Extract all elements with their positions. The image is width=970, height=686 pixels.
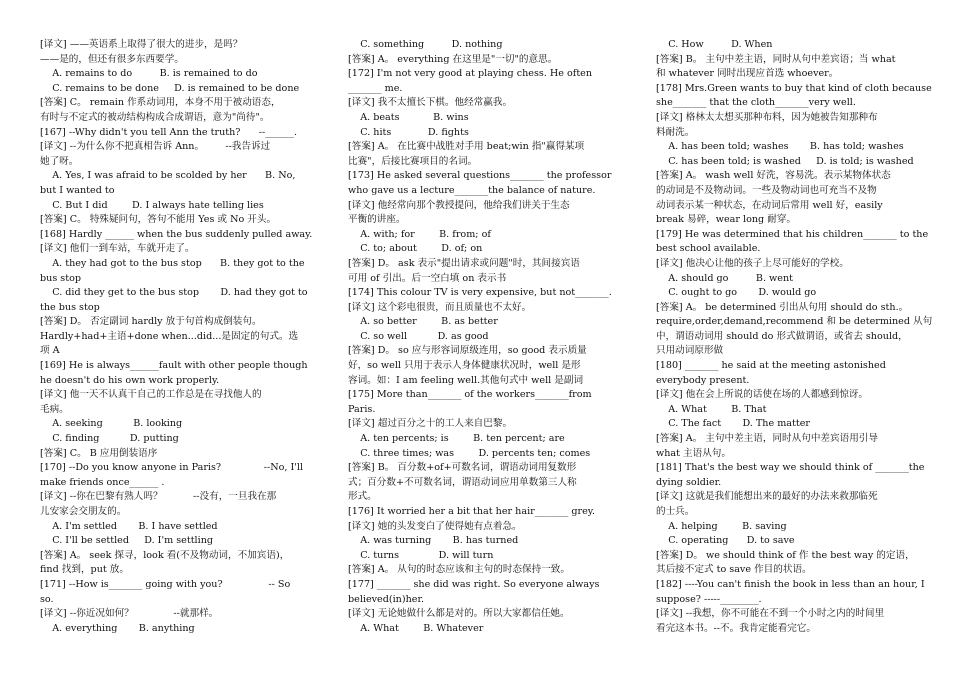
text-line: [译文] 这个彩电很贵，而且质量也不太好。 [348,301,532,313]
text-line: C. remains to be done D. is remained to be done [40,82,300,94]
text-line: find 找到，put 放。 [40,564,129,576]
text-line: [答案] A。 everything 在这里是"一切"的意思。 [348,53,558,65]
text-line: [译文] --你在巴黎有熟人吗？ --没有，一旦我在那 [40,491,277,503]
text-line: 她了呀。 [40,155,79,167]
text-line: C. so well D. as good [348,330,489,342]
text-line: C. something D. nothing [348,39,503,50]
text-line: 动词表示某一种状态，在动词后常用 well 好，easily [656,199,883,211]
text-line: [答案] A。 be determined 引出从句用 should do sth.。 [656,301,909,313]
text-line: Hardly+had+主语+done when...did...是固定的句式。选 [40,330,299,342]
text-line: [译文] 超过百分之十的工人来自巴黎。 [348,418,513,430]
text-line: believed(in)her. [348,593,425,605]
text-line: [171] --How is_______ going with you? -- So [40,578,291,590]
text-line: require,order,demand,recommend 和 be determined 从句 [656,316,933,328]
text-line: [译文] 他一天不认真干自己的工作总是在寻找他人的 [40,389,262,401]
text-line: [173] He asked several questions_______ the professor [348,170,612,182]
text-line: [175] More than_______ of the workers_______from [348,389,592,401]
text-line: [答案] B。 主句中差主语，同时从句中差宾语；当 what [656,53,896,65]
text-line: break 易碎，wear long 耐穿。 [656,214,797,226]
text-line: C. hits D. fights [348,126,469,138]
text-line: 平衡的讲座。 [348,214,406,226]
text-line: C. I'll be settled D. I'm settling [40,535,214,547]
text-line: 只用动词原形做 [656,345,724,357]
text-line: C. How D. When [656,39,773,50]
text-line: C. The fact D. The matter [656,418,810,430]
text-column-left [40,38,322,636]
text-line: [182] ----You can't finish the book in less than an hour, I [656,578,925,590]
text-line: [答案] D。 we should think of 作 the best way 的定语， [656,549,915,561]
text-line: [答案] D。 ask 表示"提出请求或问题"时，其间接宾语 [348,257,580,269]
text-line: [译文] --为什么你不把真相告诉 Ann。 --我告诉过 [40,141,271,153]
text-line: bus stop [40,272,81,284]
text-line: she_______ that the cloth_______very well. [656,97,856,109]
text-line: 毛病。 [40,403,69,415]
text-column-right [656,38,938,636]
text-line: A. should go B. went [656,272,793,284]
text-line: [译文] 她的头发变白了使得她有点着急。 [348,520,522,532]
text-line: suppose? -----________. [656,593,762,605]
text-line: [答案] D。 so 应与形容词原级连用，so good 表示质量 [348,345,587,357]
text-line: C. operating D. to save [656,535,795,547]
text-line: [译文] 他经常向那个教授提问，他给我们讲关于生态 [348,199,570,211]
text-line: [177] _______ she did was right. So everyone always [348,578,600,590]
text-line: [答案] D。 否定副词 hardly 放于句首构成倒装句。 [40,316,262,328]
text-line: [169] He is always______fault with other people though [40,360,308,372]
text-line: 可用 of 引出。后一空白填 on 表示书 [348,272,507,284]
text-line: [答案] C。 B 应用倒装语序 [40,447,158,459]
text-line: [答案] B。 百分数+of+可数名词，谓语动词用复数形 [348,462,577,474]
text-line: [168] Hardly ______ when the bus suddenly pulled away. [40,228,313,240]
text-line: 容词。如：I am feeling well.其他句式中 well 是副词 [348,374,584,386]
text-line: dying soldier. [656,476,722,488]
text-line: 的士兵。 [656,506,695,517]
text-line: A. has been told; washes B. has told; washes [656,141,904,153]
text-line: [答案] A。 seek 探寻，look 看(不及物动词，不加宾语)， [40,549,290,561]
text-line: A. beats B. wins [348,111,469,123]
text-line: C. ought to go D. would go [656,287,817,299]
text-line: make friends once______ . [40,476,165,488]
text-line: but I wanted to [40,184,115,196]
text-line: C. three times; was D. percents ten; comes [348,447,591,459]
text-line: 儿安家会交朋友的。 [40,506,127,517]
text-line: [172] I'm not very good at playing chess. He often [348,68,593,80]
text-line: [180] _______ he said at the meeting astonished [656,360,886,372]
text-line: [译文] 这就是我们能想出来的最好的办法来救那临死 [656,491,878,503]
text-line: [176] It worried her a bit that her hair_______ grey. [348,506,595,517]
text-line: A. helping B. saving [656,520,787,532]
text-line: [答案] C。 remain 作系动词用，本身不用于被动语态， [40,97,281,109]
text-line: 中，谓语动词用 should do 形式做谓语，或省去 should， [656,330,908,342]
text-line: A. seeking B. looking [40,418,183,430]
text-line: C. finding D. putting [40,433,179,445]
text-line: [答案] A。 在比赛中战胜对手用 beat;win 指"赢得某项 [348,141,585,153]
text-line: 其后接不定式 to save 作目的状语。 [656,564,812,576]
text-line: Paris. [348,403,376,415]
text-line: [178] Mrs.Green wants to buy that kind of cloth because [656,82,932,94]
text-line: 有时与不定式的被动结构构成合成谓语，意为"尚待"。 [40,111,270,123]
text-line: [答案] A。 从句的时态应该和主句的时态保持一致。 [348,564,570,576]
text-line: _______ me. [348,82,403,94]
text-line: [译文] 无论她做什么都是对的。所以大家都信任她。 [348,608,570,620]
text-line: A. with; for B. from; of [348,228,491,240]
text-line: [译文] 他在会上所说的话使在场的人都感到惊讶。 [656,389,869,401]
text-line: A. ten percents; is B. ten percent; are [348,433,565,445]
text-line: [167] --Why didn't you tell Ann the truth? --______. [40,126,298,138]
text-line: 形式。 [348,491,377,503]
text-line: everybody present. [656,374,750,386]
text-line: A. What B. That [656,403,767,415]
text-line: [181] That's the best way we should think of _______the [656,462,925,474]
text-line: 看完这本书。--不。我肯定能看完它。 [656,622,816,634]
text-line: A. was turning B. has turned [348,535,519,547]
text-line: [译文] --你近况如何？ --就那样。 [40,608,219,620]
text-line: [答案] A。 主句中差主语，同时从句中差宾语用引导 [656,433,878,445]
text-line: 项 A [40,345,60,357]
text-line: A. Yes, I was afraid to be scolded by her B. No, [40,170,296,182]
text-column-middle [348,38,630,636]
text-line: A. remains to do B. is remained to do [40,68,258,80]
text-line: C. has been told; is washed D. is told; is washed [656,155,914,167]
text-line: [170] --Do you know anyone in Paris? --No, I'll [40,462,304,474]
text-line: [译文] 我不太擅长下棋。他经常赢我。 [348,97,513,109]
text-line: A. I'm settled B. I have settled [40,520,218,532]
text-line: A. they had got to the bus stop B. they got to the [40,257,305,269]
text-line: [译文] --我想，你不可能在不到一个小时之内的时间里 [656,608,885,620]
text-line: [答案] A。 wash well 好洗，容易洗。表示某物体状态 [656,170,891,182]
text-line: 料耐洗。 [656,126,695,138]
text-line: A. everything B. anything [40,622,195,634]
text-line: C. But I did D. I always hate telling lies [40,199,264,211]
text-line: C. did they get to the bus stop D. had they got to [40,287,308,299]
text-line: what 主语从句。 [656,447,731,459]
text-line: ——是的，但还有很多东西要学。 [40,53,184,65]
text-line: C. to; about D. of; on [348,243,483,255]
text-line: [译文] 他决心让他的孩子上尽可能好的学校。 [656,257,849,269]
text-line: best school available. [656,243,761,255]
text-line: [179] He was determined that his children_______ to the [656,228,929,240]
text-line: C. turns D. will turn [348,549,494,561]
text-line: [译文] ——英语系上取得了很大的进步，是吗？ [40,39,243,50]
text-line: so. [40,593,54,605]
text-line: 和 whatever 同时出现应首选 whoever。 [656,68,839,80]
text-line: 式；百分数+不可数名词，谓语动词应用单数第三人称 [348,476,577,488]
text-line: A. What B. Whatever [348,622,484,634]
text-line: [答案] C。 特殊疑问句，答句不能用 Yes 或 No 开头。 [40,214,277,226]
text-line: he doesn't do his own work properly. [40,374,220,386]
text-line: [译文] 他们一到车站，车就开走了。 [40,243,195,255]
text-line: A. so better B. as better [348,316,498,328]
text-line: 好，so well 只用于表示人身体健康状况时，well 是形 [348,360,581,372]
text-line: 的动词是不及物动词。一些及物动词也可充当不及物 [656,184,877,196]
text-line: [174] This colour TV is very expensive, but not_______. [348,287,612,299]
text-line: who gave us a lecture_______the balance of nature. [348,184,596,196]
text-line: the bus stop [40,301,100,313]
text-line: 比赛"，后接比赛项目的名词。 [348,155,478,167]
text-line: [译文] 格林太太想买那种布料，因为她被告知那种布 [656,111,878,123]
